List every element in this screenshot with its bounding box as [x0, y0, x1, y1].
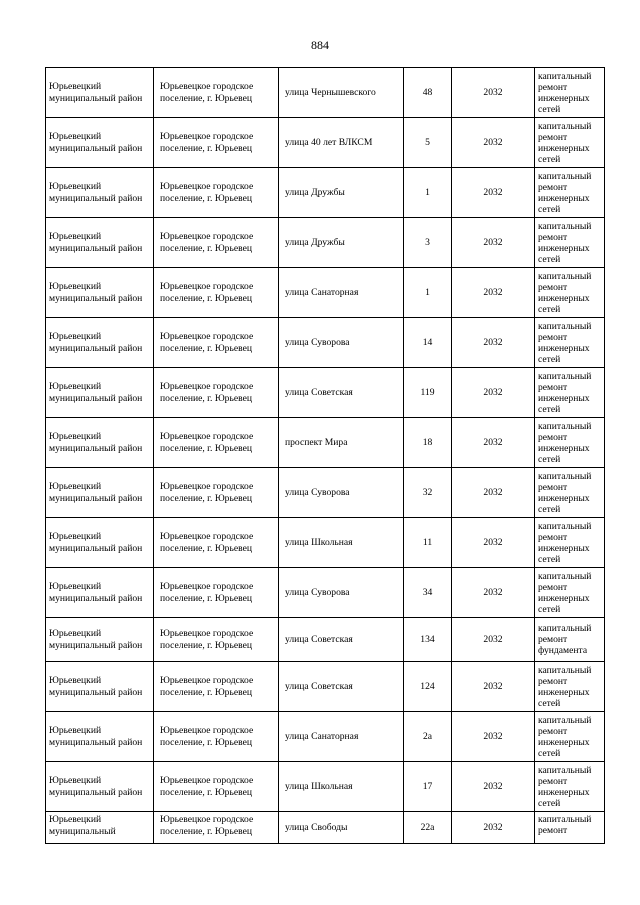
- page-number: 884: [311, 38, 329, 52]
- street-cell: улица Дружбы: [279, 218, 404, 268]
- house-number-cell: 2а: [404, 712, 452, 762]
- district-cell: Юрьевецкий муниципальный район: [46, 662, 154, 712]
- house-number-cell: 32: [404, 468, 452, 518]
- work-type-cell: капитальный ремонт инженерных сетей: [535, 118, 605, 168]
- district-cell: Юрьевецкий муниципальный район: [46, 762, 154, 812]
- table-row: [46, 218, 605, 268]
- district-cell: Юрьевецкий муниципальный район: [46, 318, 154, 368]
- year-cell: 2032: [452, 218, 535, 268]
- table-row: [46, 118, 605, 168]
- house-number-cell: 119: [404, 368, 452, 418]
- work-type-cell: капитальный ремонт инженерных сетей: [535, 418, 605, 468]
- district-cell: Юрьевецкий муниципальный район: [46, 468, 154, 518]
- year-cell: 2032: [452, 468, 535, 518]
- table-row: [46, 268, 605, 318]
- settlement-cell: Юрьевецкое городское поселение, г. Юрьевец: [154, 468, 279, 518]
- street-cell: улица Свободы: [279, 812, 404, 844]
- street-cell: улица Советская: [279, 618, 404, 662]
- settlement-cell: Юрьевецкое городское поселение, г. Юрьевец: [154, 318, 279, 368]
- settlement-cell: Юрьевецкое городское поселение, г. Юрьевец: [154, 418, 279, 468]
- work-type-cell: капитальный ремонт инженерных сетей: [535, 468, 605, 518]
- table-row: [46, 662, 605, 712]
- district-cell: Юрьевецкий муниципальный район: [46, 568, 154, 618]
- house-number-cell: 3: [404, 218, 452, 268]
- work-type-cell: капитальный ремонт инженерных сетей: [535, 218, 605, 268]
- street-cell: улица Суворова: [279, 468, 404, 518]
- street-cell: улица Школьная: [279, 762, 404, 812]
- district-cell: Юрьевецкий муниципальный район: [46, 118, 154, 168]
- settlement-cell: Юрьевецкое городское поселение, г. Юрьевец: [154, 618, 279, 662]
- house-number-cell: 124: [404, 662, 452, 712]
- work-type-cell: капитальный ремонт инженерных сетей: [535, 568, 605, 618]
- street-cell: улица Дружбы: [279, 168, 404, 218]
- work-type-cell: капитальный ремонт инженерных сетей: [535, 268, 605, 318]
- street-cell: улица Суворова: [279, 318, 404, 368]
- work-type-cell: капитальный ремонт инженерных сетей: [535, 762, 605, 812]
- table-row: [46, 418, 605, 468]
- settlement-cell: Юрьевецкое городское поселение, г. Юрьевец: [154, 662, 279, 712]
- work-type-cell: капитальный ремонт инженерных сетей: [535, 318, 605, 368]
- table-row: [46, 812, 605, 844]
- year-cell: 2032: [452, 712, 535, 762]
- settlement-cell: Юрьевецкое городское поселение, г. Юрьевец: [154, 762, 279, 812]
- settlement-cell: Юрьевецкое городское поселение, г. Юрьевец: [154, 268, 279, 318]
- house-number-cell: 1: [404, 168, 452, 218]
- settlement-cell: Юрьевецкое городское поселение, г. Юрьевец: [154, 812, 279, 844]
- year-cell: 2032: [452, 68, 535, 118]
- house-number-cell: 48: [404, 68, 452, 118]
- year-cell: 2032: [452, 568, 535, 618]
- street-cell: улица Суворова: [279, 568, 404, 618]
- table-row: [46, 568, 605, 618]
- house-number-cell: 34: [404, 568, 452, 618]
- year-cell: 2032: [452, 418, 535, 468]
- year-cell: 2032: [452, 168, 535, 218]
- house-number-cell: 18: [404, 418, 452, 468]
- settlement-cell: Юрьевецкое городское поселение, г. Юрьевец: [154, 368, 279, 418]
- house-number-cell: 5: [404, 118, 452, 168]
- table-body: [46, 68, 605, 844]
- year-cell: 2032: [452, 318, 535, 368]
- work-type-cell: капитальный ремонт фундамента: [535, 618, 605, 662]
- housing-repair-table: [45, 67, 605, 844]
- table-row: [46, 518, 605, 568]
- work-type-cell: капитальный ремонт инженерных сетей: [535, 68, 605, 118]
- district-cell: Юрьевецкий муниципальный район: [46, 168, 154, 218]
- settlement-cell: Юрьевецкое городское поселение, г. Юрьевец: [154, 568, 279, 618]
- street-cell: улица Советская: [279, 368, 404, 418]
- year-cell: 2032: [452, 118, 535, 168]
- settlement-cell: Юрьевецкое городское поселение, г. Юрьевец: [154, 168, 279, 218]
- district-cell: Юрьевецкий муниципальный район: [46, 218, 154, 268]
- year-cell: 2032: [452, 268, 535, 318]
- table-row: [46, 762, 605, 812]
- settlement-cell: Юрьевецкое городское поселение, г. Юрьевец: [154, 68, 279, 118]
- table-row: [46, 68, 605, 118]
- street-cell: улица Советская: [279, 662, 404, 712]
- table-row: [46, 168, 605, 218]
- street-cell: проспект Мира: [279, 418, 404, 468]
- year-cell: 2032: [452, 662, 535, 712]
- district-cell: Юрьевецкий муниципальный район: [46, 712, 154, 762]
- table-row: [46, 318, 605, 368]
- house-number-cell: 1: [404, 268, 452, 318]
- year-cell: 2032: [452, 618, 535, 662]
- work-type-cell: капитальный ремонт инженерных сетей: [535, 518, 605, 568]
- district-cell: Юрьевецкий муниципальный район: [46, 518, 154, 568]
- district-cell: Юрьевецкий муниципальный район: [46, 368, 154, 418]
- house-number-cell: 17: [404, 762, 452, 812]
- table-row: [46, 618, 605, 662]
- settlement-cell: Юрьевецкое городское поселение, г. Юрьевец: [154, 118, 279, 168]
- district-cell: Юрьевецкий муниципальный район: [46, 418, 154, 468]
- year-cell: 2032: [452, 518, 535, 568]
- work-type-cell: капитальный ремонт инженерных сетей: [535, 368, 605, 418]
- district-cell: Юрьевецкий муниципальный район: [46, 68, 154, 118]
- year-cell: 2032: [452, 812, 535, 844]
- work-type-cell: капитальный ремонт инженерных сетей: [535, 662, 605, 712]
- street-cell: улица Санаторная: [279, 268, 404, 318]
- settlement-cell: Юрьевецкое городское поселение, г. Юрьевец: [154, 218, 279, 268]
- table-row: [46, 468, 605, 518]
- district-cell: Юрьевецкий муниципальный: [46, 812, 154, 844]
- work-type-cell: капитальный ремонт: [535, 812, 605, 844]
- house-number-cell: 22а: [404, 812, 452, 844]
- street-cell: улица Школьная: [279, 518, 404, 568]
- house-number-cell: 11: [404, 518, 452, 568]
- street-cell: улица 40 лет ВЛКСМ: [279, 118, 404, 168]
- year-cell: 2032: [452, 368, 535, 418]
- table-row: [46, 712, 605, 762]
- street-cell: улица Санаторная: [279, 712, 404, 762]
- district-cell: Юрьевецкий муниципальный район: [46, 268, 154, 318]
- work-type-cell: капитальный ремонт инженерных сетей: [535, 168, 605, 218]
- street-cell: улица Чернышевского: [279, 68, 404, 118]
- district-cell: Юрьевецкий муниципальный район: [46, 618, 154, 662]
- year-cell: 2032: [452, 762, 535, 812]
- work-type-cell: капитальный ремонт инженерных сетей: [535, 712, 605, 762]
- house-number-cell: 134: [404, 618, 452, 662]
- table-row: [46, 368, 605, 418]
- house-number-cell: 14: [404, 318, 452, 368]
- settlement-cell: Юрьевецкое городское поселение, г. Юрьевец: [154, 712, 279, 762]
- settlement-cell: Юрьевецкое городское поселение, г. Юрьевец: [154, 518, 279, 568]
